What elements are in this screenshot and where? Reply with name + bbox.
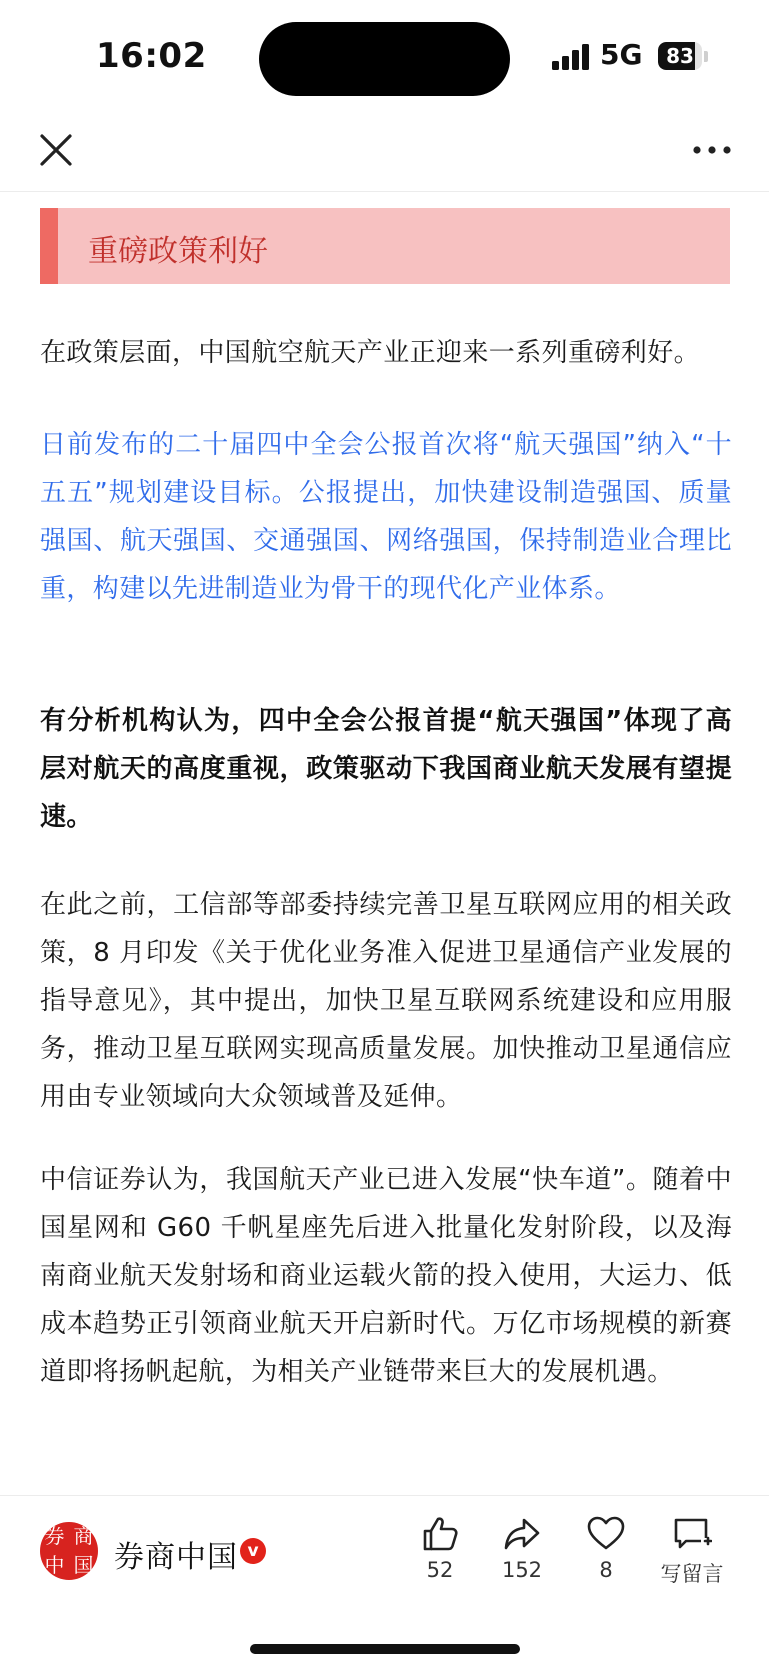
paragraph-analyst-view: 有分析机构认为，四中全会公报首提“航天强国”体现了高层对航天的高度重视，政策驱动下我国商业航天发展有望提速。: [40, 706, 732, 832]
battery-percent: 83: [666, 44, 694, 68]
status-time: 16:02: [96, 36, 207, 76]
like-count: 52: [426, 1558, 454, 1582]
share-arrow-icon: [502, 1514, 542, 1554]
section-heading-accent: [40, 208, 58, 284]
more-button[interactable]: [692, 140, 732, 160]
bottom-action-bar: [0, 1495, 769, 1665]
comment-add-icon: [672, 1514, 712, 1554]
close-button[interactable]: [36, 130, 76, 170]
thumbs-up-icon: [420, 1514, 460, 1554]
favorite-count: 8: [599, 1558, 613, 1582]
dynamic-island: [259, 22, 510, 96]
verified-badge-icon: [240, 1538, 266, 1564]
top-nav: [0, 112, 769, 192]
cellular-signal-icon: [552, 44, 590, 70]
avatar-glyph: 国: [73, 1553, 94, 1577]
heart-icon: [586, 1514, 626, 1554]
network-type: 5G: [600, 38, 643, 71]
write-comment-label: 写留言: [660, 1562, 724, 1586]
verified-badge-letter: v: [247, 1541, 259, 1561]
author-avatar[interactable]: [40, 1522, 98, 1580]
paragraph-miit-policy: 在此之前，工信部等部委持续完善卫星互联网应用的相关政策，8 月印发《关于优化业务准入促进卫星通信产业发展的指导意见》，其中提出，加快卫星互联网系统建设和应用服务，推动卫星互联网实现高质量发展。加快推动卫星通信应用由专业领域向大众领域普及延伸。: [40, 890, 732, 1112]
share-count: 152: [501, 1558, 543, 1582]
write-comment-button[interactable]: [650, 1514, 734, 1610]
home-indicator[interactable]: [250, 1644, 520, 1654]
author-name[interactable]: 券商中国: [114, 1540, 238, 1575]
paragraph-policy-intro: 在政策层面，中国航空航天产业正迎来一系列重磅利好。: [40, 338, 701, 368]
paragraph-plenum-communique[interactable]: 日前发布的二十届四中全会公报首次将“航天强国”纳入“十五五”规划建设目标。公报提出，加快建设制造强国、质量强国、航天强国、交通强国、网络强国，保持制造业合理比重，构建以先进制造业为骨干的现代化产业体系。: [40, 430, 732, 604]
section-heading: 重磅政策利好: [88, 234, 268, 269]
battery-icon: [658, 42, 702, 70]
more-horizontal-icon: [692, 140, 732, 160]
share-button[interactable]: [480, 1514, 564, 1610]
status-bar: [0, 0, 769, 112]
article-body: [0, 192, 769, 1495]
paragraph-citic-securities: 中信证券认为，我国航天产业已进入发展“快车道”。随着中国星网和 G60 千帆星座先后进入批量化发射阶段，以及海南商业航天发射场和商业运载火箭的投入使用，大运力、低成本趋势正引领商业航天开启新时代。万亿市场规模的新赛道即将扬帆起航，为相关产业链带来巨大的发展机遇。: [40, 1165, 732, 1387]
like-button[interactable]: [398, 1514, 482, 1610]
avatar-glyph: 中: [44, 1553, 65, 1577]
avatar-glyph: 商: [73, 1524, 94, 1548]
section-heading-banner: [40, 208, 730, 284]
battery-tip: [704, 51, 708, 62]
favorite-button[interactable]: [564, 1514, 648, 1610]
close-icon: [36, 130, 76, 170]
avatar-glyph: 券: [44, 1524, 65, 1548]
